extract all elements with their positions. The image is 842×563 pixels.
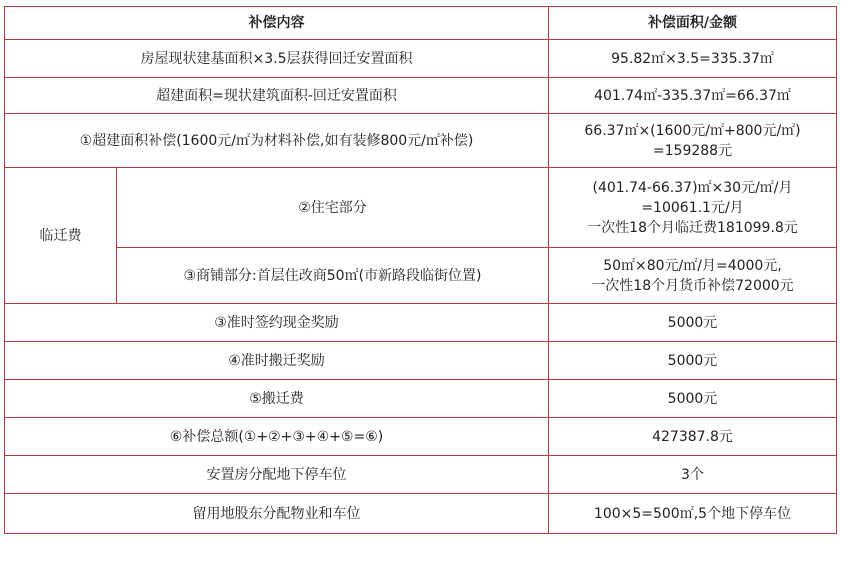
header-content: 补偿内容 [5,7,549,40]
row-value: 66.37㎡×(1600元/㎡+800元/㎡) =159288元 [549,114,837,168]
table-row [5,380,837,418]
table-row [5,456,837,494]
row-value: 95.82㎡×3.5=335.37㎡ [549,40,837,78]
relocation-label: 临迁费 [5,168,117,304]
row-content: ④准时搬迁奖励 [5,342,549,380]
row-content: 留用地股东分配物业和车位 [5,494,549,534]
row-content: 安置房分配地下停车位 [5,456,549,494]
row-content: 超建面积=现状建筑面积-回迁安置面积 [5,78,549,114]
row-value: 50㎡×80元/㎡/月=4000元, 一次性18个月货币补偿72000元 [549,248,837,304]
row-value: 427387.8元 [549,418,837,456]
row-content: ⑥补偿总额(①+②+③+④+⑤=⑥) [5,418,549,456]
row-content: ②住宅部分 [117,168,549,248]
compensation-table [4,6,837,534]
table-row [5,40,837,78]
row-value: 5000元 [549,342,837,380]
table-row [5,342,837,380]
row-value: 100×5=500㎡,5个地下停车位 [549,494,837,534]
header-amount: 补偿面积/金额 [549,7,837,40]
table-header-row [5,7,837,40]
row-content: ③商铺部分:首层住改商50㎡(市新路段临街位置) [117,248,549,304]
row-value: 3个 [549,456,837,494]
row-value: (401.74-66.37)㎡×30元/㎡/月 =10061.1元/月 一次性18个月临迁费181099.8元 [549,168,837,248]
row-content: ⑤搬迁费 [5,380,549,418]
compensation-table-container [4,6,837,534]
row-content: 房屋现状建基面积×3.5层获得回迁安置面积 [5,40,549,78]
row-value: 5000元 [549,380,837,418]
table-row [5,494,837,534]
table-row [5,168,837,248]
row-value: 401.74㎡-335.37㎡=66.37㎡ [549,78,837,114]
table-row [5,114,837,168]
table-row [5,248,837,304]
row-value: 5000元 [549,304,837,342]
table-row [5,418,837,456]
row-content: ③准时签约现金奖励 [5,304,549,342]
table-row [5,304,837,342]
row-content: ①超建面积补偿(1600元/㎡为材料补偿,如有装修800元/㎡补偿) [5,114,549,168]
table-row [5,78,837,114]
